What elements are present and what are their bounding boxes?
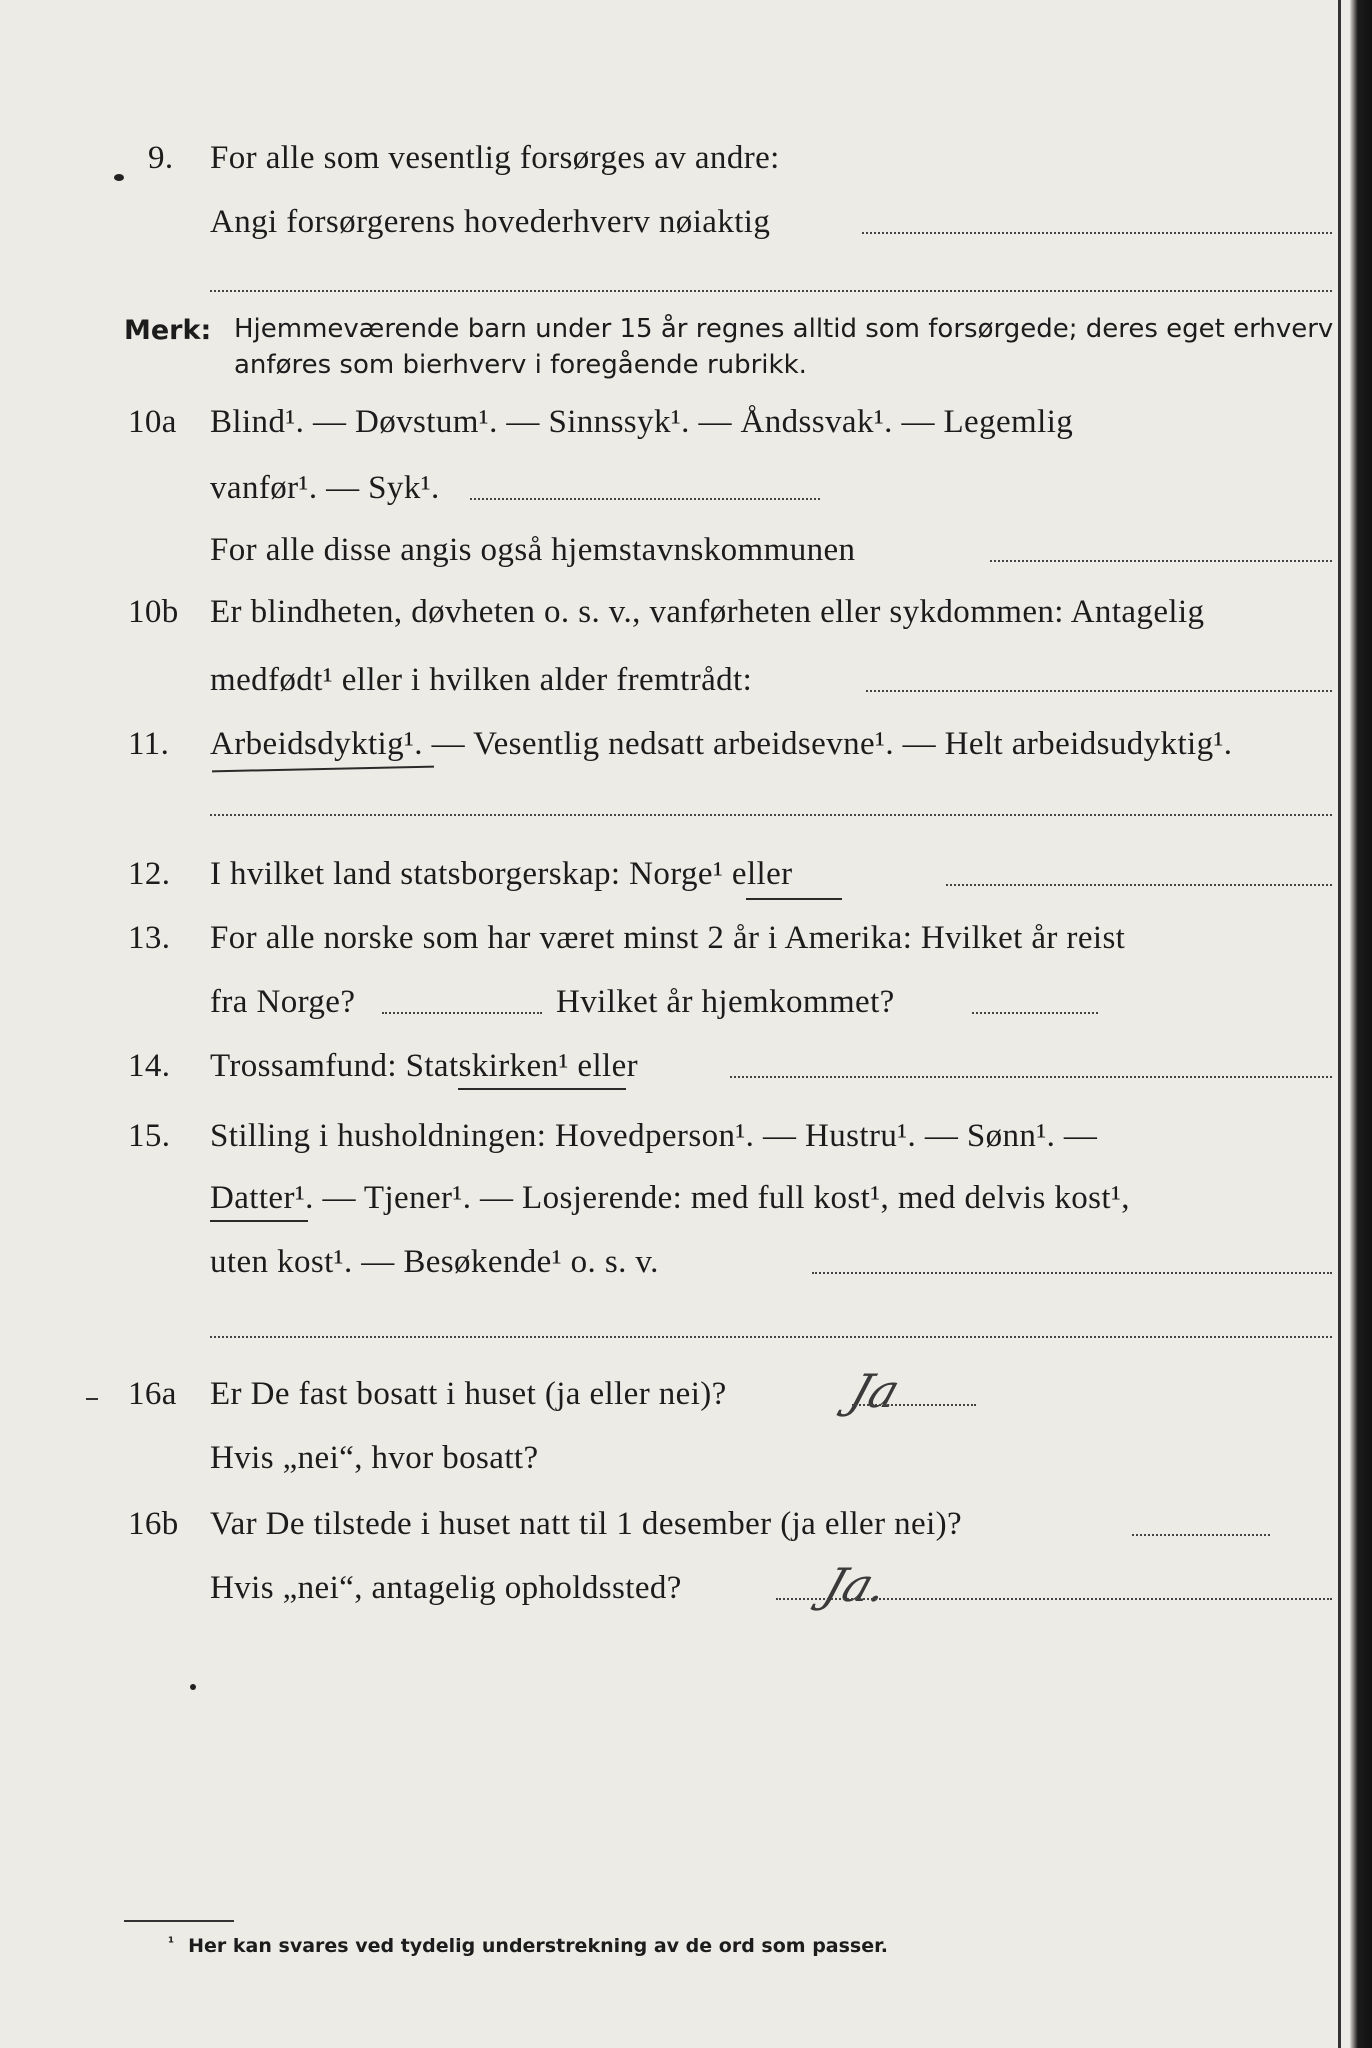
note-text: Hjemmeværende barn under 15 år regnes alltid som forsørgede; deres eget erhverv	[234, 314, 1334, 344]
question-number: 15.	[128, 1118, 171, 1154]
note-text: anføres som bierhverv i foregående rubrikk.	[234, 350, 807, 380]
question-text: Var De tilstede i huset natt til 1 desember (ja eller nei)?	[210, 1506, 963, 1542]
bullet-mark	[114, 174, 124, 181]
question-text: Stilling i husholdningen: Hovedperson¹. — Hustru¹. — Sønn¹. —	[210, 1118, 1098, 1154]
question-text: Arbeidsdyktig¹. — Vesentlig nedsatt arbeidsevne¹. — Helt arbeidsudyktig¹.	[210, 726, 1233, 762]
note-label: Merk:	[124, 315, 212, 346]
scan-edge	[1350, 0, 1372, 2048]
question-text: vanfør¹. — Syk¹.	[210, 470, 440, 506]
footnote-rule	[124, 1920, 234, 1922]
question-text: For alle norske som har været minst 2 år i Amerika: Hvilket år reist	[210, 920, 1126, 956]
hand-underline	[746, 898, 842, 900]
question-text: medfødt¹ eller i hvilken alder fremtrådt:	[210, 662, 753, 698]
question-text: I hvilket land statsborgerskap: Norge¹ eller	[210, 856, 793, 892]
question-number: 11.	[128, 726, 170, 762]
question-text: For alle disse angis også hjemstavnskommunen	[210, 532, 856, 568]
handwritten-answer: Ja	[843, 1364, 907, 1418]
footnote-text: Her kan svares ved tydelig understrekning av de ord som passer.	[188, 1935, 889, 1957]
question-number: 10a	[128, 404, 177, 440]
question-number: 12.	[128, 856, 171, 892]
page-edge-line	[1338, 0, 1341, 2048]
question-text: Hvilket år hjemkommet?	[556, 984, 895, 1020]
question-text: fra Norge?	[210, 984, 356, 1020]
answer-line[interactable]	[210, 1336, 1332, 1338]
answer-line[interactable]	[862, 232, 1332, 234]
answer-line[interactable]	[382, 1012, 542, 1014]
dot-mark	[190, 1684, 196, 1690]
answer-line[interactable]	[210, 814, 1332, 816]
answer-line[interactable]	[972, 1012, 1098, 1014]
question-text: Blind¹. — Døvstum¹. — Sinnssyk¹. — Åndssvak¹. — Legemlig	[210, 404, 1074, 440]
question-text: Er blindheten, døvheten o. s. v., vanførheten eller sykdommen: Antagelig	[210, 594, 1205, 630]
hand-underline	[458, 1088, 626, 1090]
question-text: Er De fast bosatt i huset (ja eller nei)?	[210, 1376, 727, 1412]
hand-underline	[210, 1220, 308, 1222]
question-text: Hvis „nei“, hvor bosatt?	[210, 1440, 539, 1476]
question-text: Trossamfund: Statskirken¹ eller	[210, 1048, 639, 1084]
answer-line[interactable]	[852, 1404, 976, 1406]
answer-line[interactable]	[990, 560, 1332, 562]
answer-line[interactable]	[1132, 1534, 1270, 1536]
answer-line[interactable]	[812, 1272, 1332, 1274]
footnote	[168, 1935, 888, 1957]
answer-line[interactable]	[946, 884, 1332, 886]
question-text: uten kost¹. — Besøkende¹ o. s. v.	[210, 1244, 659, 1280]
question-text: For alle som vesentlig forsørges av andre:	[210, 140, 780, 176]
answer-line[interactable]	[730, 1076, 1332, 1078]
question-number: 10b	[128, 594, 179, 630]
question-number: 16b	[128, 1506, 179, 1542]
question-number: 16a	[128, 1376, 177, 1412]
question-number: 13.	[128, 920, 171, 956]
hand-underline	[212, 766, 434, 773]
answer-line[interactable]	[776, 1598, 1332, 1600]
question-text: Hvis „nei“, antagelig opholdssted?	[210, 1570, 682, 1606]
question-text: Angi forsørgerens hovederhverv nøiaktig	[210, 204, 771, 240]
answer-line[interactable]	[210, 290, 1332, 292]
handwritten-answer: Ja.	[817, 1558, 896, 1612]
question-text: Datter¹. — Tjener¹. — Losjerende: med full kost¹, med delvis kost¹,	[210, 1180, 1130, 1216]
dash-mark	[86, 1398, 98, 1400]
question-number: 14.	[128, 1048, 171, 1084]
answer-line[interactable]	[866, 690, 1332, 692]
answer-line[interactable]	[470, 498, 820, 500]
question-number: 9.	[148, 140, 174, 176]
footnote-marker: ¹	[168, 1935, 175, 1951]
